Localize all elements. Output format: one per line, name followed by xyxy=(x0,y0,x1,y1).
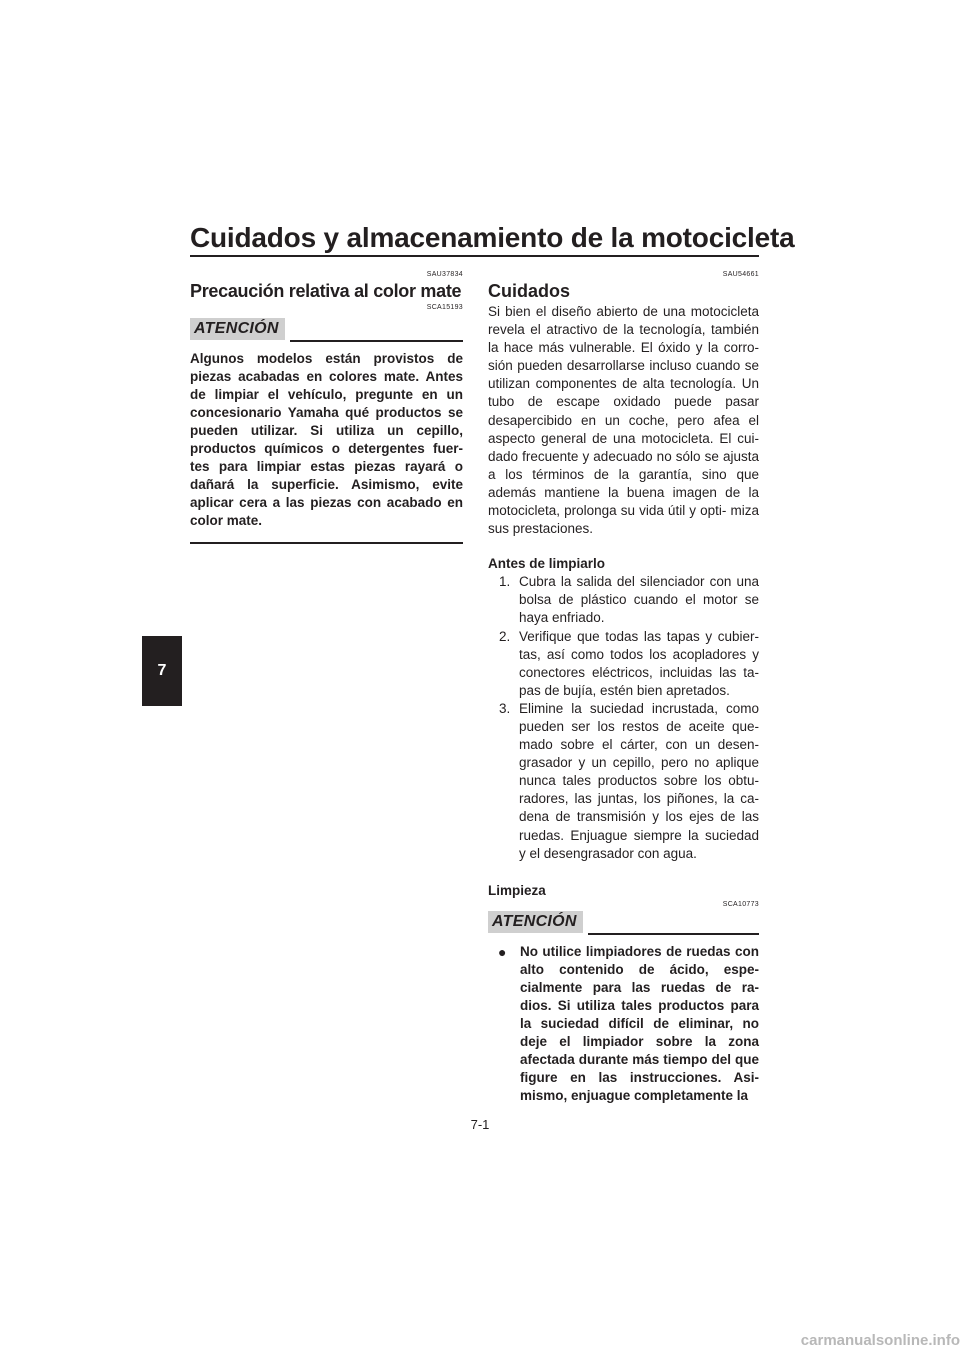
caution-line: se pueden utilizar. Si utiliza un cepillo, xyxy=(190,405,463,438)
text-line: la hace más vulnerable. El óxido y la corro- xyxy=(488,340,759,356)
page-title: Cuidados y almacenamiento de la motocicleta xyxy=(190,222,795,253)
step-item xyxy=(499,700,759,863)
step-item xyxy=(499,573,759,627)
caution-end-rule xyxy=(190,542,463,544)
left-column xyxy=(190,270,463,544)
caution-label: ATENCIÓN xyxy=(190,318,285,340)
text-line: aspecto general de una motocicleta. El cui- xyxy=(488,430,759,446)
caution-line: dañará la superficie. Asimismo, evite xyxy=(190,477,463,492)
text-line: revela el atractivo de la tecnología, también xyxy=(488,322,759,338)
text-line: que además mantiene la buena imagen de xyxy=(488,466,759,500)
step-number: 2. xyxy=(499,628,511,644)
caution-header xyxy=(488,911,759,935)
step-number: 1. xyxy=(499,574,511,590)
page-number: 7-1 xyxy=(470,1117,490,1132)
watermark: carmanualsonline.info xyxy=(800,1332,960,1349)
section-heading-matte-color: Precaución relativa al color mate xyxy=(190,281,462,301)
bullet-icon: ● xyxy=(498,943,507,960)
text-line: miza sus prestaciones. xyxy=(488,503,759,537)
section-code: SAU37834 xyxy=(426,271,463,278)
caution-text xyxy=(190,350,463,530)
text-line: la motocicleta, prolonga su vida útil y opti- xyxy=(488,484,759,519)
text-line: desapercibido en un coche, pero afea el xyxy=(488,412,759,428)
right-column xyxy=(488,270,759,1105)
text-line: sión pueden desarrollarse incluso cuando xyxy=(488,358,741,374)
caution-rule xyxy=(588,933,759,935)
caution-code: SCA10773 xyxy=(722,900,759,908)
caution-line: color mate. xyxy=(190,513,263,528)
caution-line: aplicar cera a las piezas con acabado en xyxy=(190,495,463,510)
text-line: dado frecuente y adecuado no sólo se xyxy=(488,448,719,464)
caution-header xyxy=(190,318,463,342)
subheading-cleaning: Limpieza xyxy=(488,882,546,898)
caution-line: Algunos modelos están provistos de xyxy=(190,351,463,366)
subheading-before-cleaning: Antes de limpiarlo xyxy=(488,556,606,572)
text-line: Si bien el diseño abierto de una motocicleta xyxy=(488,304,759,319)
intro-paragraph xyxy=(488,303,759,538)
caution-bullet-text: No utilice limpiadores de ruedas con alto contenido de ácido, espe- cialmente para las ruedas de ra- dios. Si utiliza tales productos para la suciedad difícil de eliminar, no deje el limpiador sobre la zona afectada durante más tiempo del que figure en las instrucciones. Asi- mismo, enjuague completamente la xyxy=(520,943,759,1103)
caution-line: piezas acabadas en colores mate. Antes xyxy=(190,369,463,384)
steps-list xyxy=(488,573,759,863)
caution-line: de limpiar el vehículo, pregunte en un xyxy=(190,387,463,402)
chapter-tab: 7 xyxy=(142,636,182,706)
text-line: Un tubo de escape oxidado puede pasar xyxy=(488,376,759,410)
section-code: SAU54661 xyxy=(722,271,759,278)
caution-label: ATENCIÓN xyxy=(488,911,583,933)
step-text: Verifique que todas las tapas y cubier- tas, así como todos los acopladores y conectores eléctricos, incluidas las ta- pas de bujía, estén bien apretados. xyxy=(519,628,759,698)
step-item xyxy=(499,628,759,700)
text-line: ajusta a los términos de la garantía, sino xyxy=(488,448,759,482)
text-line: se utilizan componentes de alta tecnología. xyxy=(488,358,759,392)
title-rule xyxy=(190,255,759,257)
caution-bullet-item xyxy=(488,943,759,1105)
step-text: Cubra la salida del silenciador con una bolsa de plástico cuando el motor se haya enfriado. xyxy=(519,574,759,626)
caution-code: SCA15193 xyxy=(426,304,463,311)
caution-rule xyxy=(290,340,463,342)
caution-line: productos químicos o detergentes fuer- xyxy=(190,441,463,456)
step-number: 3. xyxy=(499,700,511,716)
section-heading-care: Cuidados xyxy=(488,281,571,301)
step-text: Elimine la suciedad incrustada, como pueden ser los restos de aceite que- mado sobre el cárter, con un desen- grasador y un cepillo, pero no aplique nunca tales productos sobre los obtu- radores, las juntas, los piñones, la ca- dena de transmisión y los ejes de las ruedas. Enjuague siempre la suciedad y el desengrasador con agua. xyxy=(519,700,759,861)
caution-line: concesionario Yamaha qué productos xyxy=(190,405,442,420)
caution-line: tes para limpiar estas piezas rayará o xyxy=(190,459,463,474)
